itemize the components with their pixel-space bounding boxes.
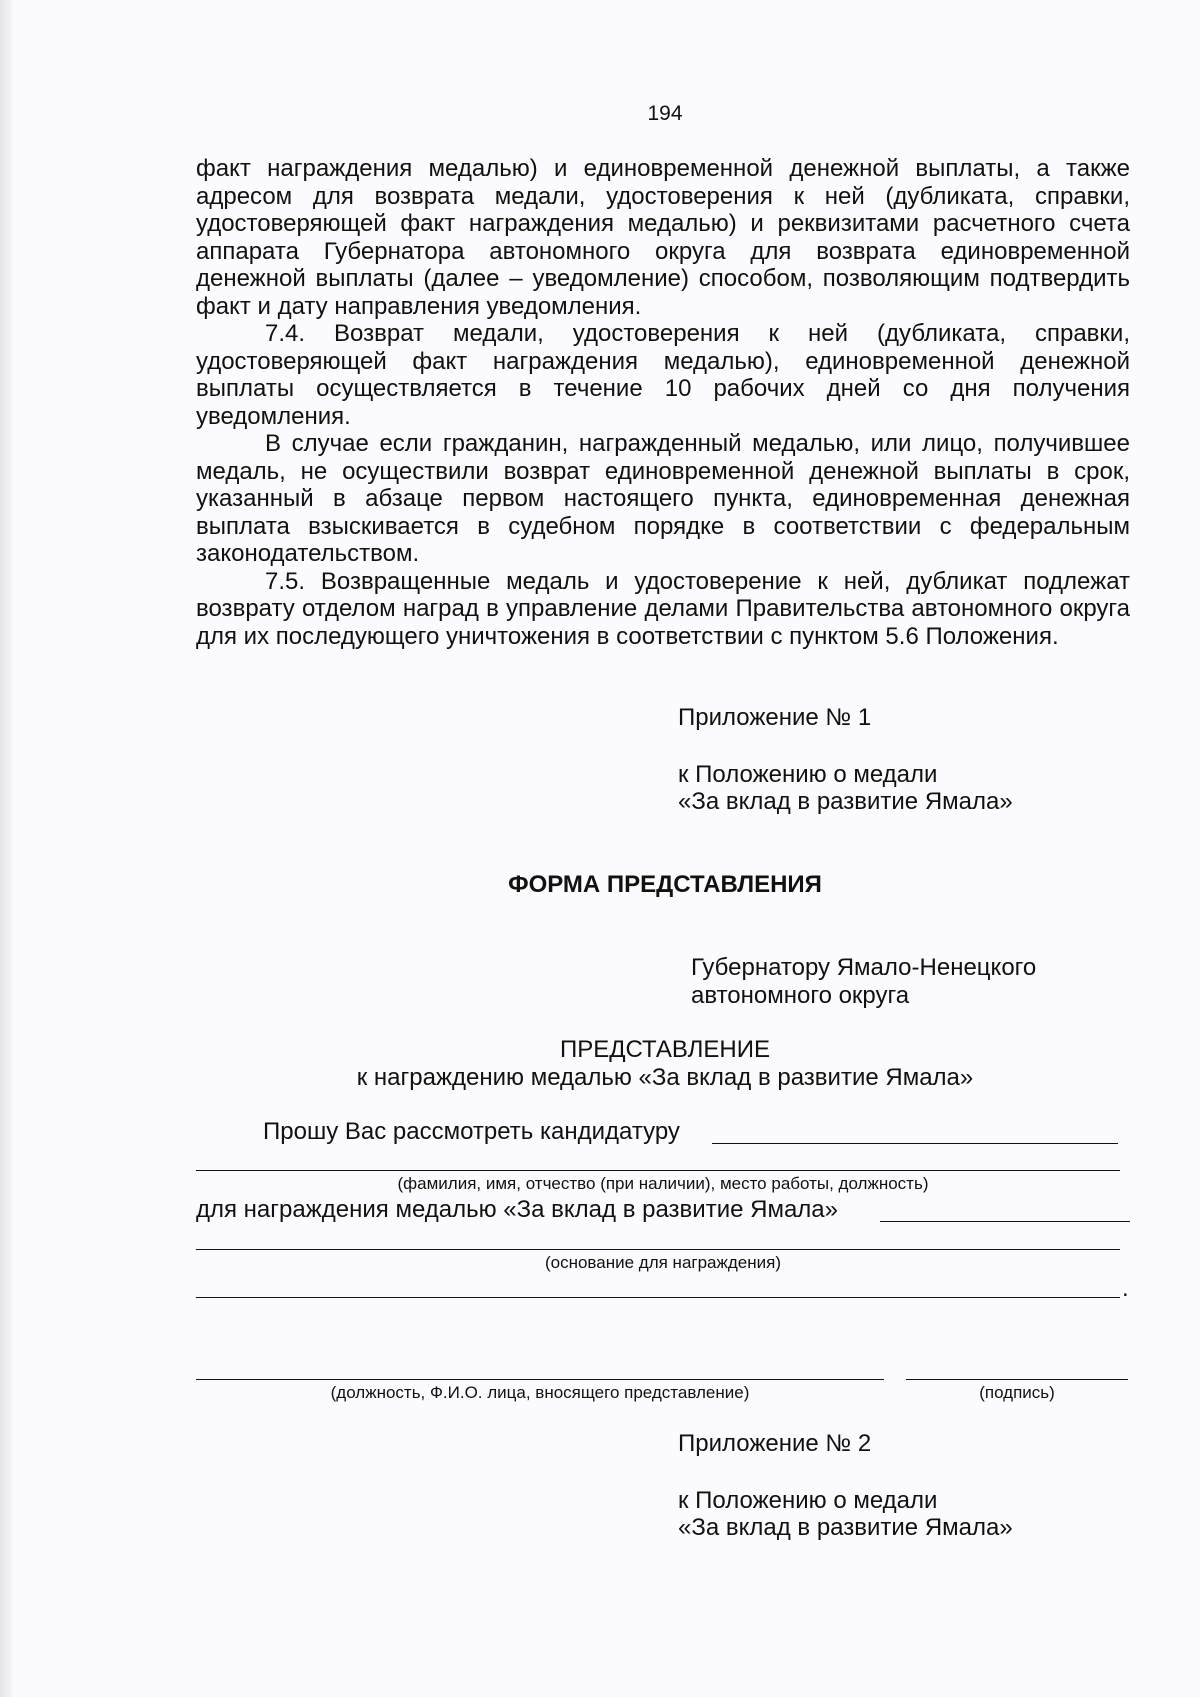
- candidate-field-line-2[interactable]: [196, 1170, 1120, 1171]
- paragraph-continuation: факт награждения медалью) и единовременной денежной выплаты, а также адресом для возврата медали, удостоверения к ней (дубликата, справки, удостоверяющей факт награждения медалью) и реквизитами расчетного счета аппарата Губернатора автономного округа для возврата единовременной денежной выплаты (далее – уведомление) способом, позволяющим подтвердить факт и дату направления уведомления.: [196, 155, 1130, 320]
- appendix-1-block: [678, 704, 1013, 816]
- basis-caption: (основание для награждения): [544, 1253, 782, 1272]
- signature-caption: (подпись): [979, 1383, 1055, 1402]
- page-number: 194: [647, 102, 683, 125]
- award-field-line[interactable]: [880, 1221, 1130, 1222]
- appendix-1-line1: к Положению о медали: [678, 760, 938, 788]
- paragraph-7-4-second: В случае если гражданин, награжденный медалью, или лицо, получившее медаль, не осуществили возврат единовременной денежной выплаты в срок, указанный в абзаце первом настоящего пункта, единовременная денежная выплата взыскивается в судебном порядке в соответствии с федеральным законодательством.: [196, 430, 1130, 567]
- award-text: для награждения медалью «За вклад в развитие Ямала»: [196, 1196, 838, 1223]
- addressee-line2: автономного округа: [691, 981, 910, 1009]
- body-text: [196, 155, 1130, 650]
- end-dot: .: [1122, 1275, 1129, 1302]
- presentation-heading: [0, 1036, 1200, 1091]
- paragraph-7-5: 7.5. Возвращенные медаль и удостоверение к ней, дубликат подлежат возврату отделом наград в управление делами Правительства автономного округа для их последующего уничтожения в соответствии с пунктом 5.6 Положения.: [196, 567, 1130, 650]
- appendix-2-line1: к Положению о медали: [678, 1486, 938, 1514]
- position-caption: (должность, Ф.И.О. лица, вносящего представление): [330, 1383, 750, 1402]
- addressee-line1: Губернатору Ямало-Ненецкого: [691, 954, 1037, 981]
- form-title: ФОРМА ПРЕДСТАВЛЕНИЯ: [508, 871, 822, 898]
- basis-field-line-2[interactable]: [196, 1297, 1120, 1298]
- presentation-subtitle: к награждению медалью «За вклад в развитие Ямала»: [356, 1063, 974, 1091]
- page-edge-shadow: [0, 0, 12, 1697]
- appendix-2-title: Приложение № 2: [678, 1430, 872, 1457]
- addressee-block: [691, 954, 1036, 1009]
- appendix-1-line2: «За вклад в развитие Ямала»: [678, 788, 1013, 815]
- request-text: Прошу Вас рассмотреть кандидатуру: [263, 1118, 680, 1145]
- basis-field-line[interactable]: [196, 1249, 1120, 1250]
- appendix-2-block: [678, 1430, 1013, 1542]
- appendix-1-title: Приложение № 1: [678, 704, 872, 731]
- paragraph-7-4: 7.4. Возврат медали, удостоверения к ней (дубликата, справки, удостоверяющей факт награждения медалью), единовременной денежной выплаты осуществляется в течение 10 рабочих дней со дня получения уведомления.: [196, 320, 1130, 430]
- signature-field-line[interactable]: [906, 1379, 1128, 1380]
- appendix-2-line2: «За вклад в развитие Ямала»: [678, 1514, 1013, 1541]
- candidate-caption: (фамилия, имя, отчество (при наличии), место работы, должность): [397, 1174, 929, 1193]
- presentation-title: ПРЕДСТАВЛЕНИЕ: [559, 1036, 770, 1063]
- candidate-field-line[interactable]: [712, 1143, 1118, 1144]
- position-field-line[interactable]: [196, 1379, 884, 1380]
